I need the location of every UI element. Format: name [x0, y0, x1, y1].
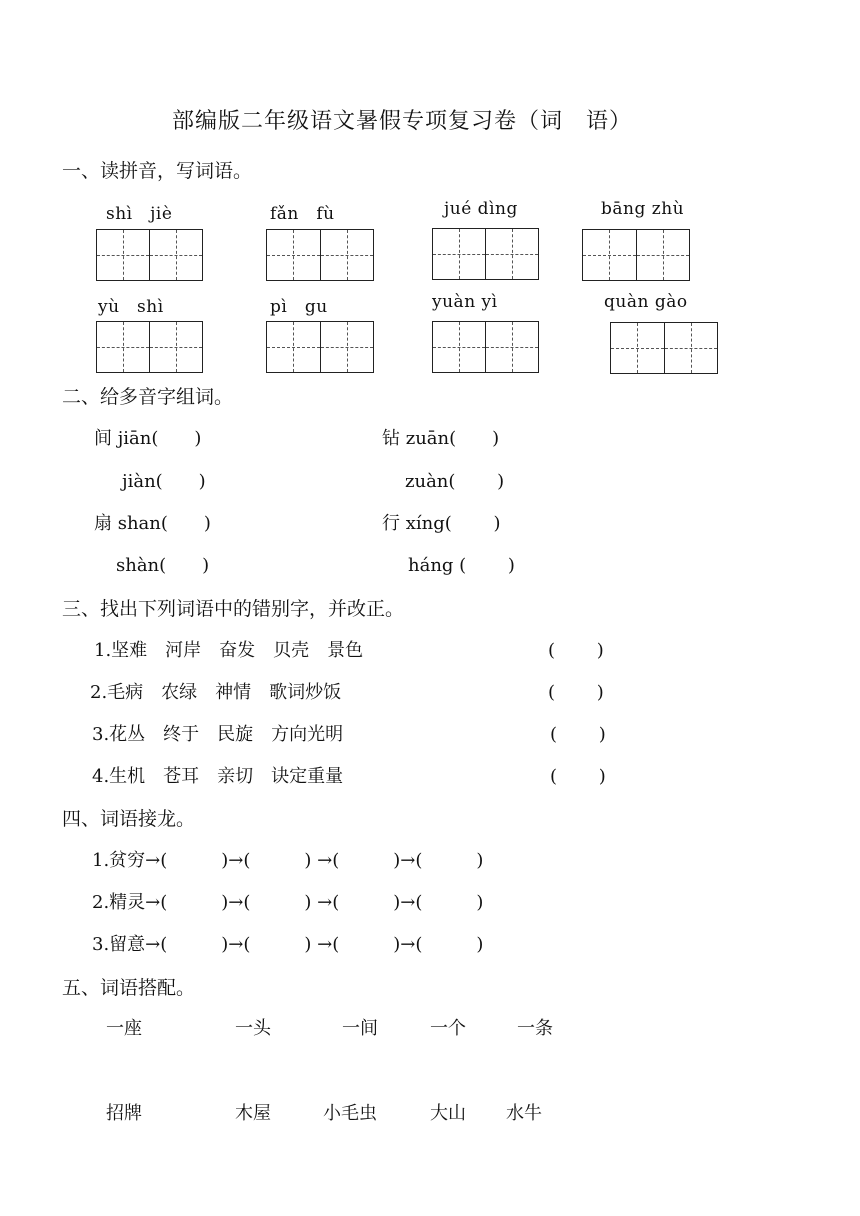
polyphone-line[interactable]: 钻 zuān( ) [382, 428, 500, 449]
polyphone-line[interactable]: 扇 shan( ) [94, 513, 211, 534]
writing-cell[interactable] [665, 323, 718, 373]
error-word-item: 2.毛病 农绿 神情 歌词炒饭 [90, 682, 342, 703]
writing-cell[interactable] [267, 322, 321, 372]
pinyin-label: yù shì [98, 297, 164, 317]
pinyin-label: shì jiè [106, 204, 173, 224]
writing-cell[interactable] [321, 322, 374, 372]
writing-grid[interactable] [96, 321, 203, 373]
writing-cell[interactable] [611, 323, 665, 373]
noun-word[interactable]: 大山 [430, 1103, 466, 1124]
answer-blank[interactable]: ( ) [548, 640, 604, 661]
word-chain-item[interactable]: 1.贫穷→( )→( ) →( )→( ) [92, 850, 484, 871]
writing-cell[interactable] [150, 230, 202, 280]
writing-grid[interactable] [266, 229, 374, 281]
word-chain-item[interactable]: 3.留意→( )→( ) →( )→( ) [92, 934, 484, 955]
answer-blank[interactable]: ( ) [548, 682, 604, 703]
writing-cell[interactable] [97, 230, 150, 280]
section-3-heading: 三、找出下列词语中的错别字，并改正。 [62, 598, 405, 620]
pinyin-label: yuàn yì [432, 292, 498, 312]
pinyin-label: bāng zhù [601, 199, 685, 219]
measure-word[interactable]: 一个 [430, 1018, 466, 1039]
polyphone-line[interactable]: 行 xíng( ) [382, 513, 501, 534]
section-4-heading: 四、词语接龙。 [62, 808, 196, 830]
answer-blank[interactable]: ( ) [550, 724, 606, 745]
writing-cell[interactable] [433, 322, 486, 372]
writing-grid[interactable] [432, 228, 539, 280]
noun-word[interactable]: 招牌 [106, 1103, 142, 1124]
noun-word[interactable]: 水牛 [506, 1103, 542, 1124]
pinyin-label: pì gu [270, 297, 328, 317]
polyphone-line[interactable]: jiàn( ) [122, 471, 206, 492]
writing-cell[interactable] [637, 230, 690, 280]
polyphone-line[interactable]: zuàn( ) [405, 471, 505, 492]
error-word-item: 1.坚难 河岸 奋发 贝壳 景色 [94, 640, 364, 661]
writing-grid[interactable] [96, 229, 203, 281]
error-word-item: 4.生机 苍耳 亲切 诀定重量 [92, 766, 344, 787]
section-2-heading: 二、给多音字组词。 [62, 386, 234, 408]
writing-grid[interactable] [582, 229, 690, 281]
section-5-heading: 五、词语搭配。 [62, 977, 196, 999]
writing-cell[interactable] [267, 230, 321, 280]
measure-word[interactable]: 一头 [235, 1018, 271, 1039]
writing-cell[interactable] [486, 229, 538, 279]
writing-cell[interactable] [97, 322, 150, 372]
writing-grid[interactable] [610, 322, 718, 374]
noun-word[interactable]: 木屋 [235, 1103, 271, 1124]
noun-word[interactable]: 小毛虫 [323, 1103, 377, 1124]
error-word-item: 3.花丛 终于 民旋 方向光明 [92, 724, 344, 745]
section-1-heading: 一、读拼音，写词语。 [62, 160, 253, 182]
answer-blank[interactable]: ( ) [550, 766, 606, 787]
pinyin-label: fǎn fù [270, 204, 335, 224]
writing-cell[interactable] [486, 322, 538, 372]
measure-word[interactable]: 一间 [342, 1018, 378, 1039]
writing-grid[interactable] [432, 321, 539, 373]
polyphone-line[interactable]: 间 jiān( ) [94, 428, 202, 449]
writing-cell[interactable] [150, 322, 202, 372]
polyphone-line[interactable]: shàn( ) [116, 555, 210, 576]
writing-cell[interactable] [321, 230, 374, 280]
measure-word[interactable]: 一条 [517, 1018, 553, 1039]
word-chain-item[interactable]: 2.精灵→( )→( ) →( )→( ) [92, 892, 484, 913]
pinyin-label: quàn gào [604, 292, 688, 312]
page-title: 部编版二年级语文暑假专项复习卷（词 语） [172, 109, 633, 134]
writing-cell[interactable] [433, 229, 486, 279]
pinyin-label: jué dìng [444, 199, 518, 219]
polyphone-line[interactable]: háng ( ) [408, 555, 515, 576]
writing-grid[interactable] [266, 321, 374, 373]
writing-cell[interactable] [583, 230, 637, 280]
measure-word[interactable]: 一座 [106, 1018, 142, 1039]
